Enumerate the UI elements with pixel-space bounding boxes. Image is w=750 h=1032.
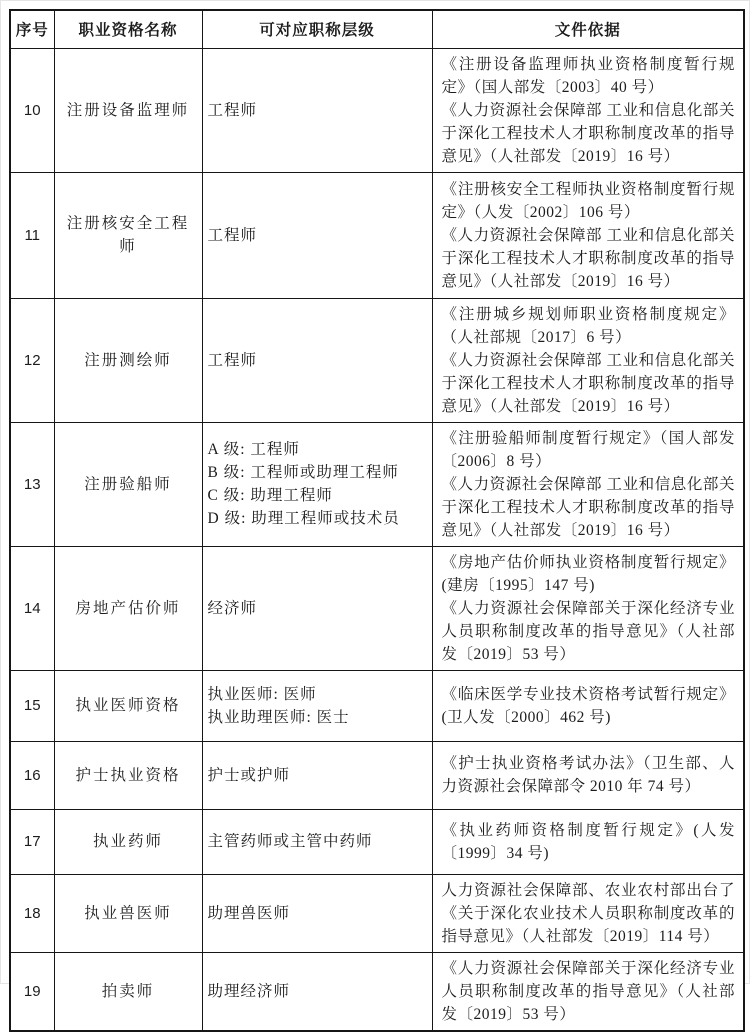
title-level-line: 助理兽医师 [207,904,291,922]
document-basis-entry: 《临床医学专业技术资格考试暂行规定》(卫人发〔2000〕462 号) [441,685,735,726]
title-level-line: 工程师 [207,351,258,369]
document-basis-entry: 《房地产估价师执业资格制度暂行规定》(建房〔1995〕147 号) [441,553,735,594]
table-row [10,422,744,546]
table-header-row [10,10,744,48]
table-body [10,48,744,1031]
table-row [10,546,744,670]
cell-title-level [202,48,432,172]
cell-document-basis [432,422,744,546]
cell-serial-number: 14 [10,546,54,670]
cell-title-level [202,172,432,298]
cell-title-level [202,809,432,874]
cell-title-level [202,874,432,952]
cell-document-basis [432,809,744,874]
cell-document-basis [432,741,744,809]
table-row [10,952,744,1031]
cell-serial-number: 16 [10,741,54,809]
title-level-line: D 级: 助理工程师或技术员 [207,510,400,527]
title-level-line: 工程师 [207,101,258,119]
table-row [10,172,744,298]
cell-document-basis [432,546,744,670]
cell-serial-number: 15 [10,670,54,741]
title-level-line: 经济师 [207,599,258,617]
cell-title-level [202,546,432,670]
cell-serial-number: 10 [10,48,54,172]
document-basis-entry: 《注册验船师制度暂行规定》（国人部发〔2006〕8 号） [441,429,735,470]
document-basis-entry: 《人力资源社会保障部 工业和信息化部关于深化工程技术人才职称制度改革的指导意见》（人社部发〔2019〕16 号） [441,226,735,290]
cell-qualification-name: 执业药师 [54,809,202,874]
cell-document-basis [432,952,744,1031]
cell-document-basis [432,670,744,741]
header-title-level: 可对应职称层级 [202,10,432,48]
table-row [10,670,744,741]
document-basis-entry: 《人力资源社会保障部 工业和信息化部关于深化工程技术人才职称制度改革的指导意见》（人社部发〔2019〕16 号） [441,475,735,539]
cell-qualification-name: 执业医师资格 [54,670,202,741]
cell-title-level [202,422,432,546]
cell-title-level [202,741,432,809]
document-basis-entry: 《人力资源社会保障部关于深化经济专业人员职称制度改革的指导意见》（人社部发〔2019〕53 号） [441,599,735,663]
cell-serial-number: 19 [10,952,54,1031]
cell-title-level [202,670,432,741]
document-basis-entry: 《人力资源社会保障部 工业和信息化部关于深化工程技术人才职称制度改革的指导意见》（人社部发〔2019〕16 号） [441,101,735,165]
cell-qualification-name: 注册设备监理师 [54,48,202,172]
title-level-line: 助理经济师 [207,982,291,1000]
table-row [10,874,744,952]
header-qualification-name: 职业资格名称 [54,10,202,48]
cell-document-basis [432,298,744,422]
table-row [10,809,744,874]
document-basis-entry: 人力资源社会保障部、农业农村部出台了《关于深化农业技术人员职称制度改革的指导意见》（人社部发〔2019〕114 号） [441,881,735,945]
cell-document-basis [432,172,744,298]
cell-serial-number: 13 [10,422,54,546]
cell-qualification-name: 注册测绘师 [54,298,202,422]
cell-document-basis [432,48,744,172]
document-basis-entry: 《注册核安全工程师执业资格制度暂行规定》（人发〔2002〕106 号） [441,180,735,221]
cell-qualification-name: 注册核安全工程师 [54,172,202,298]
title-level-line: 护士或护师 [207,766,291,784]
document-basis-entry: 《护士执业资格考试办法》（卫生部、人力资源社会保障部令 2010 年 74 号） [441,755,735,795]
title-level-line: A 级: 工程师 [207,441,300,458]
cell-qualification-name: 房地产估价师 [54,546,202,670]
cell-serial-number: 12 [10,298,54,422]
cell-qualification-name: 护士执业资格 [54,741,202,809]
header-document-basis: 文件依据 [432,10,744,48]
qualification-table [9,9,745,1032]
title-level-line: 工程师 [207,226,258,244]
title-level-line: 主管药师或主管中药师 [207,833,373,850]
header-serial-number: 序号 [10,10,54,48]
cell-serial-number: 17 [10,809,54,874]
cell-document-basis [432,874,744,952]
cell-qualification-name: 执业兽医师 [54,874,202,952]
table-row [10,741,744,809]
cell-qualification-name: 拍卖师 [54,952,202,1031]
title-level-line: 执业医师: 医师 [207,685,317,703]
document-basis-entry: 《注册城乡规划师职业资格制度规定》（人社部规〔2017〕6 号） [441,305,735,346]
title-level-line: B 级: 工程师或助理工程师 [207,464,399,481]
cell-title-level [202,952,432,1031]
cell-serial-number: 11 [10,172,54,298]
document-basis-entry: 《人力资源社会保障部关于深化经济专业人员职称制度改革的指导意见》（人社部发〔2019〕53 号） [441,959,735,1023]
cell-title-level [202,298,432,422]
title-level-line: 执业助理医师: 医士 [207,708,350,726]
document-basis-entry: 《注册设备监理师执业资格制度暂行规定》（国人部发〔2003〕40 号） [441,55,735,96]
cell-serial-number: 18 [10,874,54,952]
document-basis-entry: 《人力资源社会保障部 工业和信息化部关于深化工程技术人才职称制度改革的指导意见》（人社部发〔2019〕16 号） [441,351,735,415]
title-level-line: C 级: 助理工程师 [207,487,333,504]
document-basis-entry: 《执业药师资格制度暂行规定》(人发〔1999〕34 号) [441,821,735,862]
table-row [10,298,744,422]
cell-qualification-name: 注册验船师 [54,422,202,546]
table-row [10,48,744,172]
